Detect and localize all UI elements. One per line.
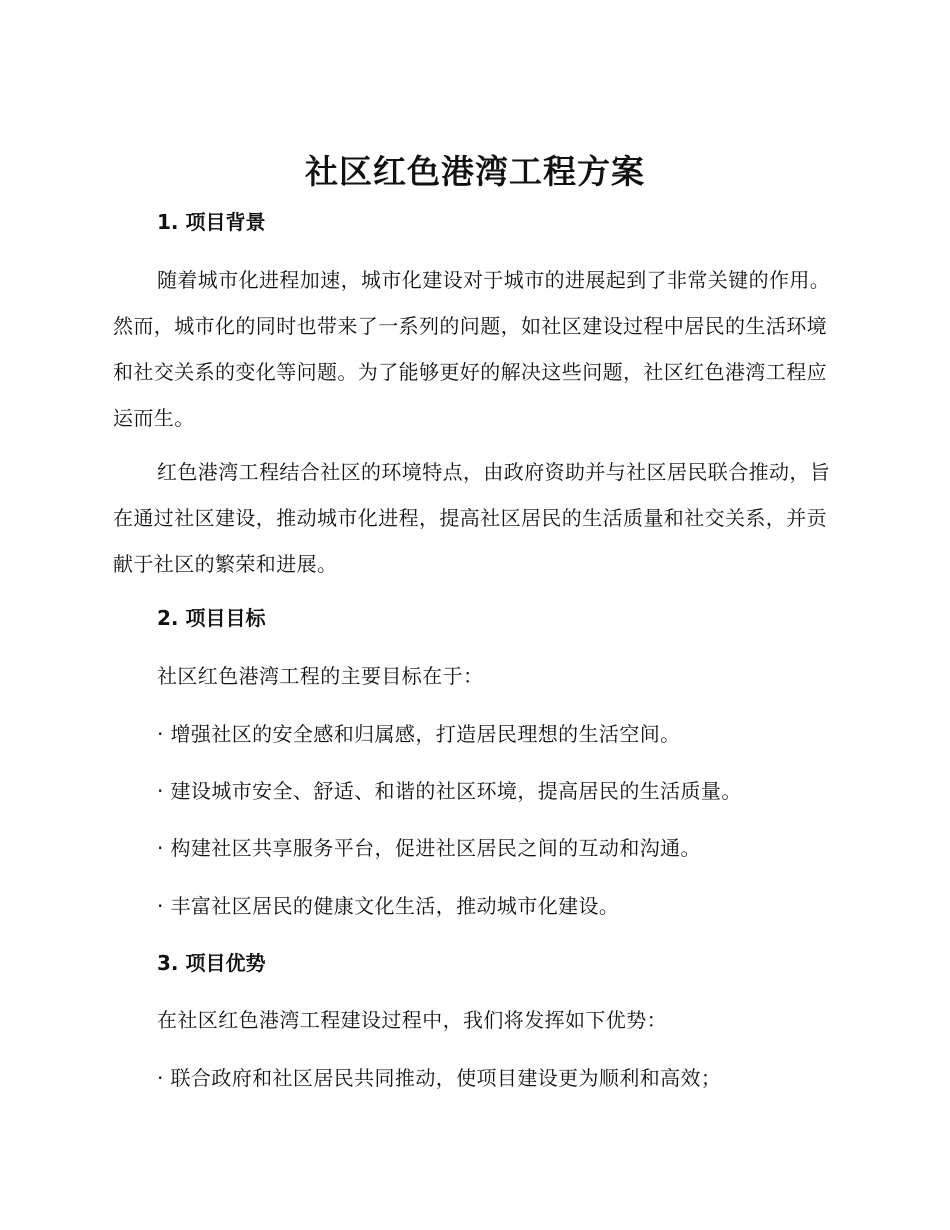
background-paragraph-1: 随着城市化进程加速，城市化建设对于城市的进展起到了非常关键的作用。然而，城市化的同时也带来了一系列的问题，如社区建设过程中居民的生活环境和社交关系的变化等问题。为了能够更好的解决这些问题，社区红色港湾工程应运而生。: [113, 268, 831, 430]
advantages-intro: 在社区红色港湾工程建设过程中，我们将发挥如下优势：: [157, 1008, 667, 1032]
document-title: 社区红色港湾工程方案: [305, 152, 645, 191]
goal-item-1: · 增强社区的安全感和归属感，打造居民理想的生活空间。: [157, 722, 681, 746]
goal-item-3: · 构建社区共享服务平台，促进社区居民之间的互动和沟通。: [157, 836, 701, 860]
section-heading-background: 1. 项目背景: [157, 210, 266, 234]
goals-intro: 社区红色港湾工程的主要目标在于：: [157, 664, 484, 688]
background-paragraph-2: 红色港湾工程结合社区的环境特点，由政府资助并与社区居民联合推动，旨在通过社区建设，推动城市化进程，提高社区居民的生活质量和社交关系，并贡献于社区的繁荣和进展。: [113, 460, 831, 576]
section-heading-advantages: 3. 项目优势: [157, 951, 266, 975]
goal-item-4: · 丰富社区居民的健康文化生活，推动城市化建设。: [157, 894, 620, 918]
goal-item-2: · 建设城市安全、舒适、和谐的社区环境，提高居民的生活质量。: [157, 779, 742, 803]
advantage-item-1: · 联合政府和社区居民共同推动，使项目建设更为顺利和高效；: [157, 1066, 722, 1090]
section-heading-goals: 2. 项目目标: [157, 606, 266, 630]
